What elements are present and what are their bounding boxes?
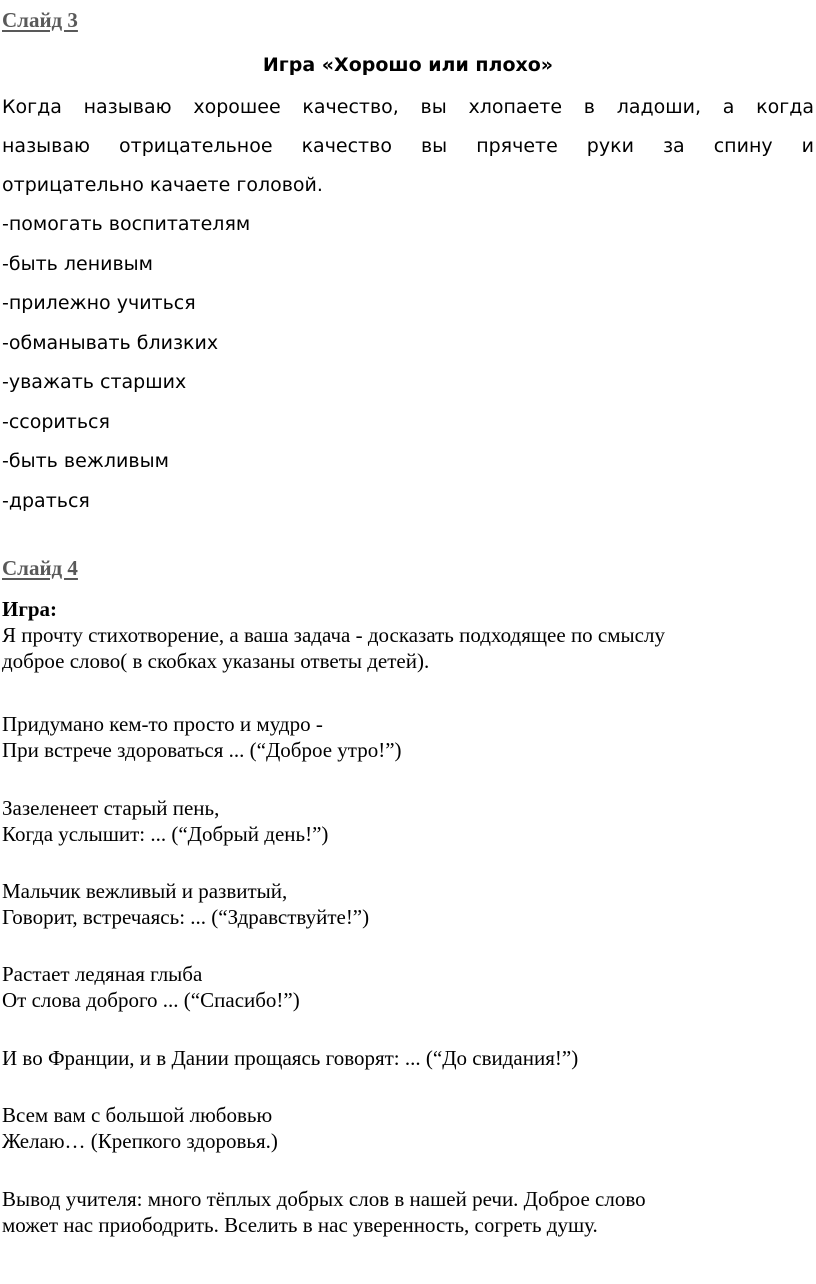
list-item: -прилежно учиться bbox=[2, 292, 196, 314]
qualities-list bbox=[2, 205, 250, 521]
poem-line: Желаю… (Крепкого здоровья.) bbox=[2, 1129, 278, 1153]
conclusion-line: Вывод учителя: много тёплых добрых слов в нашей речи. Доброе слово bbox=[2, 1187, 646, 1211]
instructions-line: называю отрицательное качество вы прячете руки за спину и bbox=[2, 135, 814, 157]
poem-line: Говорит, встречаясь: ... (“Здравствуйте!”) bbox=[2, 905, 370, 929]
list-item: -драться bbox=[2, 489, 90, 512]
task-section bbox=[2, 596, 814, 674]
poem-line: Растает ледяная глыба bbox=[2, 962, 203, 986]
poem-stanza bbox=[2, 878, 814, 930]
poem-stanza bbox=[2, 1102, 814, 1154]
list-item: -ссориться bbox=[2, 410, 110, 433]
poem-stanza bbox=[2, 795, 814, 847]
list-item: -обманывать близких bbox=[2, 331, 219, 354]
poem-line: И во Франции, и в Дании прощаясь говорят: ... (“До свидания!”) bbox=[2, 1046, 579, 1070]
poem-stanza bbox=[2, 961, 814, 1013]
poem-line: Придумано кем-то просто и мудро - bbox=[2, 712, 323, 736]
poem-line: Зазеленеет старый пень, bbox=[2, 796, 220, 820]
game-instructions bbox=[2, 88, 814, 205]
slide-4-heading: Слайд 4 bbox=[2, 556, 78, 580]
list-item: -быть вежливым bbox=[2, 450, 169, 472]
list-item: -помогать воспитателям bbox=[2, 213, 251, 235]
game-label: Игра: bbox=[2, 597, 58, 621]
poem-line: От слова доброго ... (“Спасибо!”) bbox=[2, 988, 300, 1012]
task-line: Я прочту стихотворение, а ваша задача - досказать подходящее по смыслу bbox=[2, 623, 665, 647]
teacher-conclusion bbox=[2, 1186, 814, 1238]
instructions-line: отрицательно качаете головой. bbox=[2, 174, 323, 196]
poem-stanza bbox=[2, 1045, 814, 1071]
conclusion-line: может нас приободрить. Вселить в нас уверенность, согреть душу. bbox=[2, 1213, 598, 1237]
poem-line: При встрече здороваться ... (“Доброе утро!”) bbox=[2, 738, 402, 762]
game-title: Игра «Хорошо или плохо» bbox=[262, 54, 554, 76]
poem-line: Всем вам с большой любовью bbox=[2, 1103, 273, 1127]
poem-stanza bbox=[2, 711, 814, 763]
slide-3-heading: Слайд 3 bbox=[2, 8, 78, 32]
poem-line: Мальчик вежливый и развитый, bbox=[2, 879, 288, 903]
list-item: -быть ленивым bbox=[2, 252, 154, 275]
list-item: -уважать старших bbox=[2, 371, 187, 393]
instructions-line: Когда называю хорошее качество, вы хлопаете в ладоши, а когда bbox=[2, 96, 814, 118]
task-line: доброе слово( в скобках указаны ответы детей). bbox=[2, 649, 430, 673]
poem-line: Когда услышит: ... (“Добрый день!”) bbox=[2, 822, 329, 846]
